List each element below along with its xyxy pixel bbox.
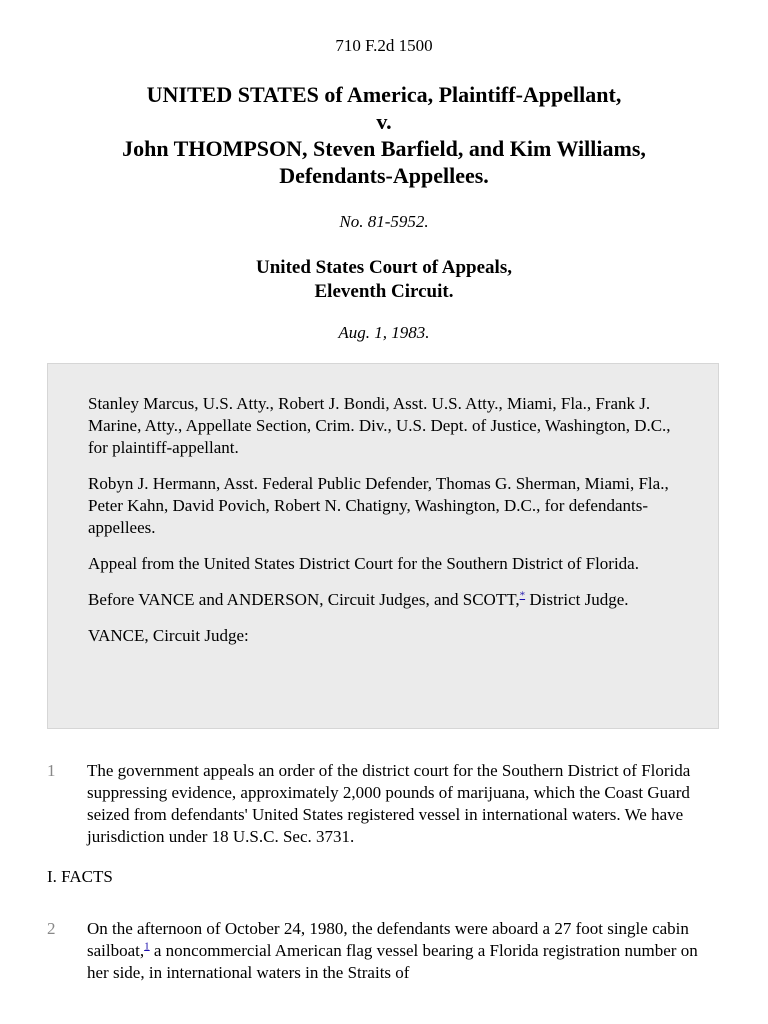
docket-number: No. 81-5952. (339, 212, 429, 231)
paragraph-text-end: a noncommercial American flag vessel bearing a Florida registration number on her side, in international waters in the Straits of (87, 941, 698, 982)
court-name-line1: United States Court of Appeals, (256, 257, 512, 278)
opinion-author: VANCE, Circuit Judge: (88, 626, 249, 645)
footnote-link-star[interactable]: * (519, 589, 526, 602)
counsel-defendants: Robyn J. Hermann, Asst. Federal Public Defender, Thomas G. Sherman, Miami, Fla., Peter Kahn, David Povich, Robert N. Chatigny, Washington, D.C., for defendants-appellees. (88, 474, 669, 537)
paragraph-number: 1 (47, 761, 56, 780)
panel-judges-text: Before VANCE and ANDERSON, Circuit Judges, and SCOTT, (88, 590, 520, 609)
paragraph-1 (47, 760, 719, 848)
caption-defendants: John THOMPSON, Steven Barfield, and Kim Williams, (122, 136, 646, 161)
caption-defendants-role: Defendants-Appellees. (279, 163, 489, 188)
case-caption (0, 81, 768, 189)
court-name (0, 256, 768, 304)
paragraph-text-start: On the afternoon of October 24, 1980, the defendants were aboard a 27 foot single cabin sailboat, (87, 919, 689, 960)
caption-versus: v. (376, 109, 392, 134)
paragraph-number: 2 (47, 919, 56, 938)
case-citation: 710 F.2d 1500 (335, 36, 433, 55)
paragraph-text: The government appeals an order of the district court for the Southern District of Florida suppressing evidence, approximately 2,000 pounds of marijuana, which the Coast Guard seized from defendants' United States registered vessel in international waters. We have jurisdiction under 18 U.S.C. Sec. 3731. (87, 761, 691, 846)
case-info-box (47, 363, 719, 729)
panel-judges-text-end: District Judge. (525, 590, 629, 609)
paragraph-text (87, 918, 719, 984)
section-heading: I. FACTS (47, 867, 113, 886)
caption-plaintiff: UNITED STATES of America, Plaintiff-Appellant, (146, 82, 622, 107)
footnote-link-1[interactable]: 1 (144, 940, 150, 953)
paragraph-2 (47, 918, 719, 984)
court-name-line2: Eleventh Circuit. (314, 281, 454, 302)
panel-judges (88, 589, 678, 611)
decision-date: Aug. 1, 1983. (338, 323, 430, 342)
appeal-origin: Appeal from the United States District Court for the Southern District of Florida. (88, 554, 639, 573)
counsel-plaintiff: Stanley Marcus, U.S. Atty., Robert J. Bondi, Asst. U.S. Atty., Miami, Fla., Frank J. Marine, Atty., Appellate Section, Crim. Div., U.S. Dept. of Justice, Washington, D.C., for plaintiff-appellant. (88, 394, 671, 457)
